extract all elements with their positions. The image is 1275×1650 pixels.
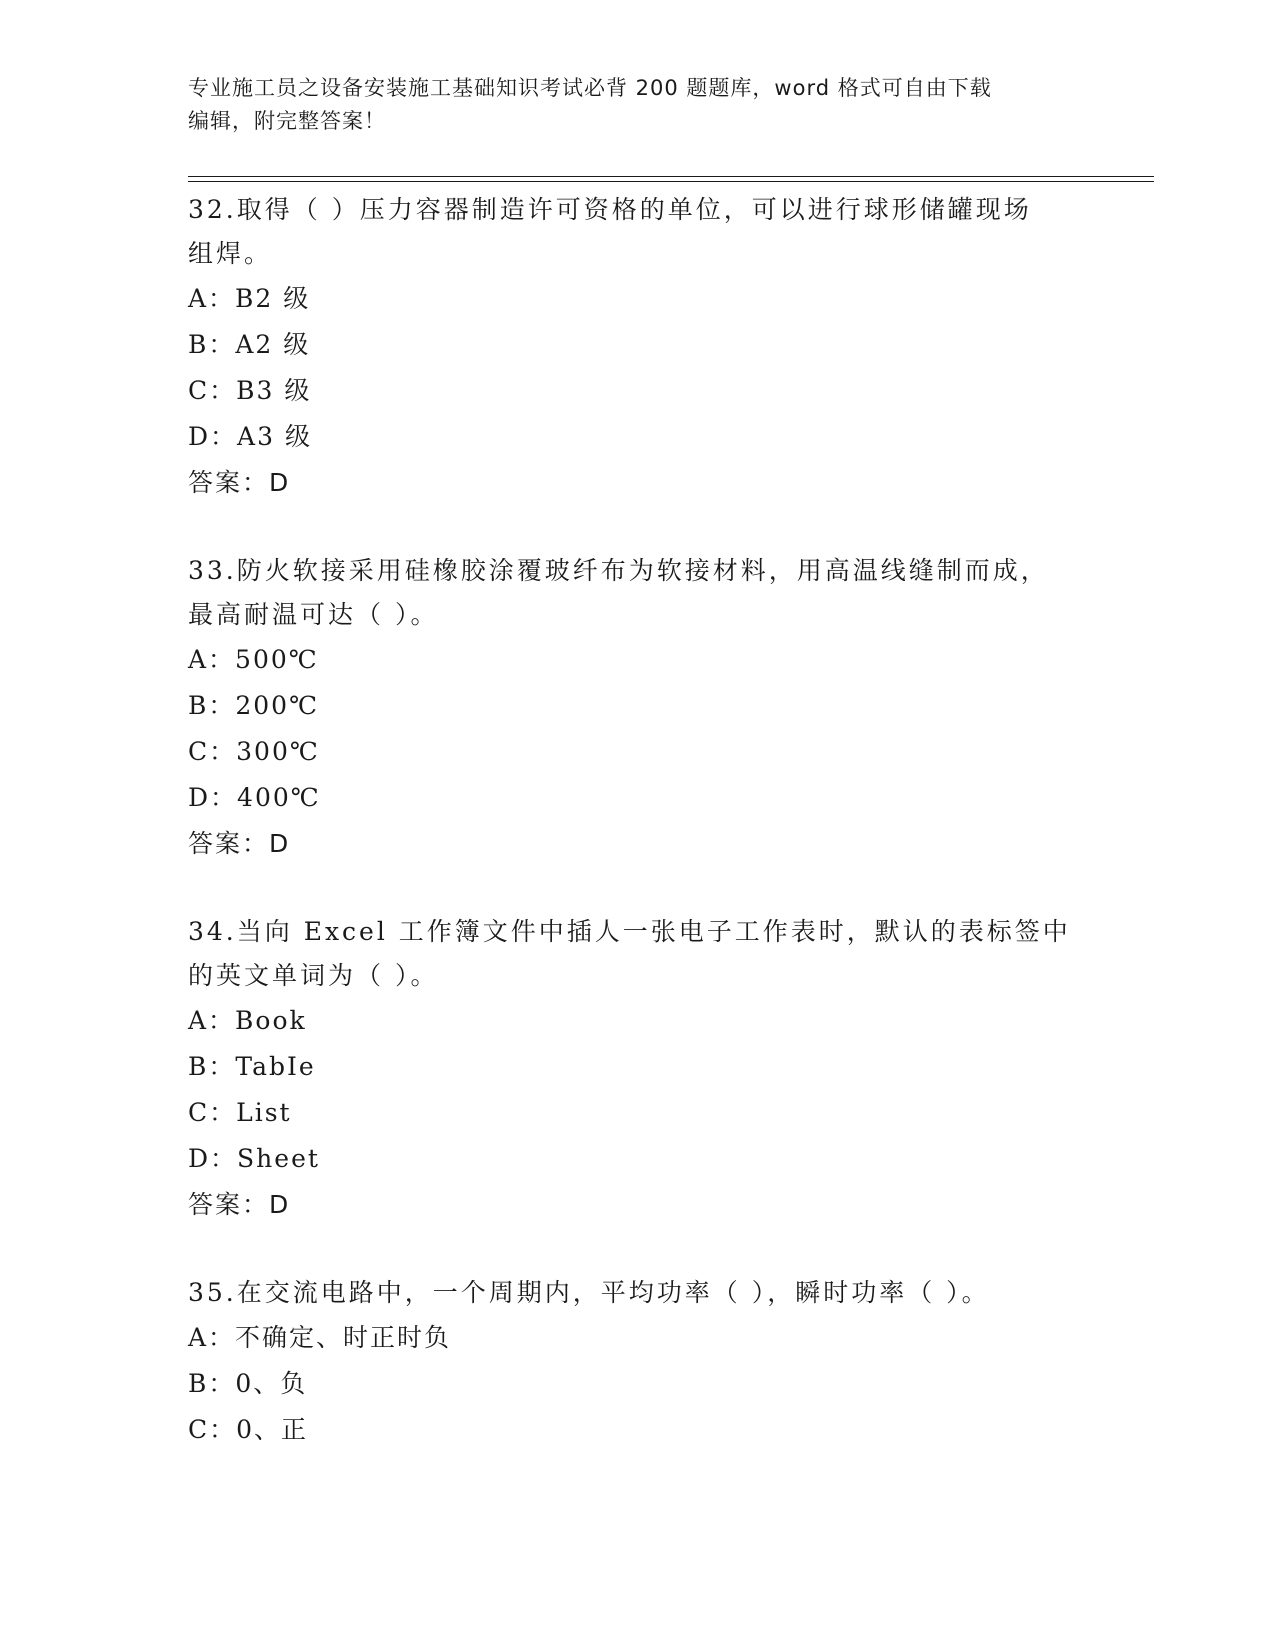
question-stem: 35.在交流电路中，一个周期内，平均功率（ ），瞬时功率（ ）。 (188, 1278, 990, 1307)
question-list (188, 188, 1088, 1496)
option-a: A：不确定、时正时负 (188, 1323, 452, 1352)
option-d: D：Sheet (188, 1144, 320, 1173)
option-d: D：400℃ (188, 783, 321, 812)
answer: 答案：D (188, 1190, 291, 1219)
option-b: B：A2 级 (188, 330, 311, 359)
question-34 (188, 910, 1088, 1228)
question-33 (188, 549, 1088, 867)
option-c: C：List (188, 1098, 292, 1127)
option-a: A：B2 级 (188, 284, 311, 313)
option-d: D：A3 级 (188, 422, 312, 451)
header-title-line-2: 编辑，附完整答案！ (188, 109, 386, 133)
option-b: B：200℃ (188, 691, 320, 720)
option-a: A：Book (188, 1006, 307, 1035)
option-c: C：0、正 (188, 1415, 309, 1444)
option-c: C：300℃ (188, 737, 320, 766)
question-35 (188, 1271, 1088, 1453)
question-stem-continued: 组焊。 (188, 239, 273, 268)
option-b: B：0、负 (188, 1369, 308, 1398)
question-stem: 34.当向 Excel 工作簿文件中插人一张电子工作表时，默认的表标签中 (188, 917, 1071, 946)
question-stem-continued: 最高耐温可达（ ）。 (188, 600, 439, 629)
option-c: C：B3 级 (188, 376, 312, 405)
header-divider (188, 176, 1154, 182)
question-stem-continued: 的英文单词为（ ）。 (188, 961, 439, 990)
option-a: A：500℃ (188, 645, 319, 674)
header-title-line-1: 专业施工员之设备安装施工基础知识考试必背 200 题题库，word 格式可自由下载 (188, 76, 992, 100)
question-stem: 33.防火软接采用硅橡胶涂覆玻纤布为软接材料，用高温线缝制而成， (188, 556, 1049, 585)
answer: 答案：D (188, 829, 291, 858)
document-header (188, 72, 1088, 138)
option-b: B：TabIe (188, 1052, 316, 1081)
question-32 (188, 188, 1088, 506)
answer: 答案：D (188, 468, 291, 497)
question-stem: 32.取得（ ）压力容器制造许可资格的单位，可以进行球形储罐现场 (188, 195, 1032, 224)
